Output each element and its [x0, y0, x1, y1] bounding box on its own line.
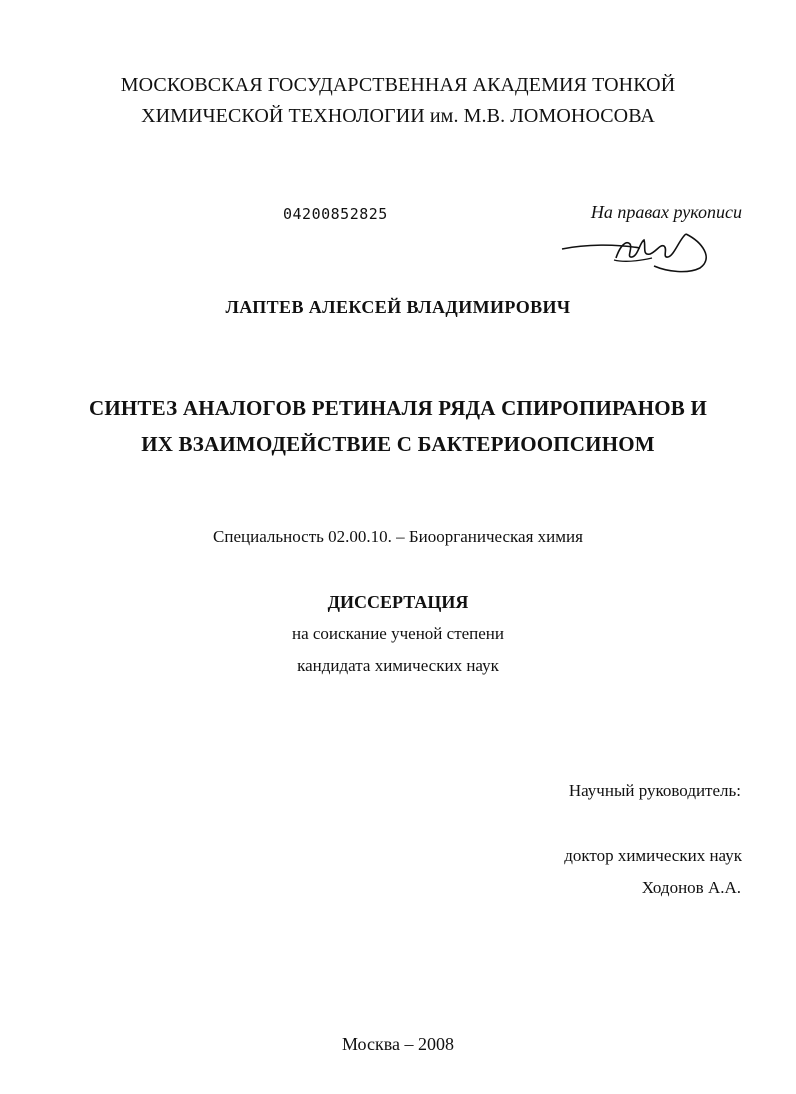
- supervisor-rank: доктор химических наук: [564, 846, 742, 865]
- institution-line-1: МОСКОВСКАЯ ГОСУДАРСТВЕННАЯ АКАДЕМИЯ ТОНКОЙ: [120, 74, 676, 96]
- catalog-number: 04200852825: [283, 205, 388, 223]
- title-line-1: СИНТЕЗ АНАЛОГОВ РЕТИНАЛЯ РЯДА СПИРОПИРАНОВ И: [89, 396, 707, 420]
- supervisor-label: Научный руководитель:: [568, 781, 741, 800]
- institution-line-2: ХИМИЧЕСКОЙ ТЕХНОЛОГИИ им. М.В. ЛОМОНОСОВА: [141, 105, 655, 127]
- manuscript-rights-note: На правах рукописи: [590, 202, 742, 222]
- title-line-2: ИХ ВЗАИМОДЕЙСТВИЕ С БАКТЕРИООПСИНОМ: [141, 432, 655, 456]
- specialty: Специальность 02.00.10. – Биоорганическая химия: [213, 527, 583, 546]
- supervisor-name: Ходонов А.А.: [641, 878, 741, 897]
- document-type: ДИССЕРТАЦИЯ: [327, 592, 469, 612]
- institution-header: [0, 70, 796, 132]
- handwritten-signature: [556, 224, 716, 276]
- author-name: ЛАПТЕВ АЛЕКСЕЙ ВЛАДИМИРОВИЧ: [225, 297, 571, 317]
- degree-line-2: кандидата химических наук: [297, 656, 499, 675]
- dissertation-title: [0, 390, 796, 462]
- place-and-year: Москва – 2008: [342, 1034, 454, 1054]
- degree-line-1: на соискание ученой степени: [291, 624, 505, 643]
